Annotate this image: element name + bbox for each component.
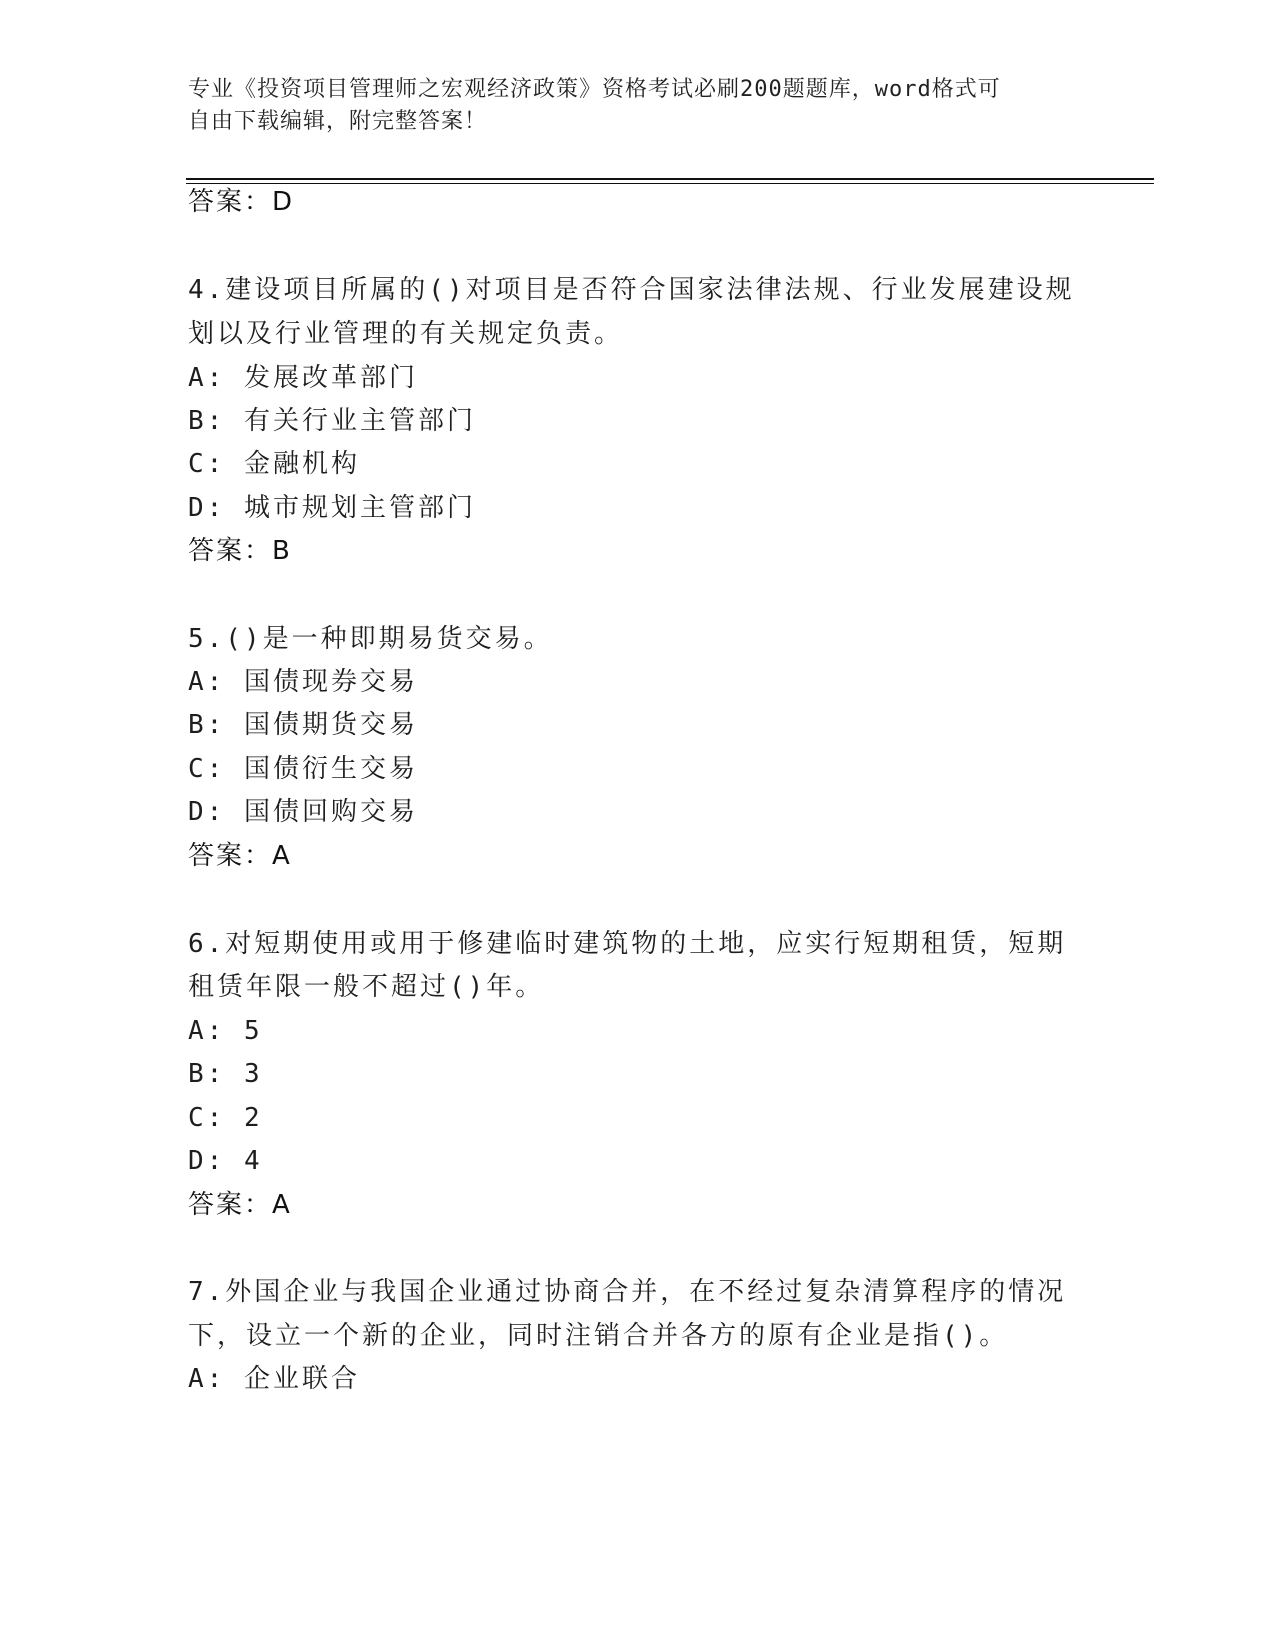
question-6-option-d: D: 4: [188, 1146, 263, 1176]
question-4-option-c: C: 金融机构: [188, 449, 360, 479]
question-4-option-b: B: 有关行业主管部门: [188, 406, 476, 436]
question-6-option-a: A: 5: [188, 1016, 263, 1046]
question-4-option-d: D: 城市规划主管部门: [188, 493, 476, 523]
previous-answer: 答案：D: [188, 187, 295, 217]
question-6-stem-line-2: 租赁年限一般不超过()年。: [188, 972, 545, 1002]
question-6-option-b: B: 3: [188, 1059, 263, 1089]
question-5-stem-line-1: 5.()是一种即期易货交易。: [188, 624, 553, 654]
question-5-option-d: D: 国债回购交易: [188, 797, 418, 827]
question-5-answer: 答案：A: [188, 841, 292, 871]
question-4-stem-line-1: 4.建设项目所属的()对项目是否符合国家法律法规、行业发展建设规: [188, 275, 1075, 305]
question-5-option-c: C: 国债衍生交易: [188, 754, 418, 784]
header-divider-thin: [186, 183, 1154, 184]
header-line-2: 自由下载编辑，附完整答案！: [188, 109, 488, 134]
question-6-option-c: C: 2: [188, 1103, 263, 1133]
question-6-stem-line-1: 6.对短期使用或用于修建临时建筑物的土地，应实行短期租赁，短期: [188, 929, 1067, 959]
header-divider-thick: [186, 178, 1154, 180]
header-line-1: 专业《投资项目管理师之宏观经济政策》资格考试必刷200题题库，word格式可: [188, 77, 1001, 102]
question-6-answer: 答案：A: [188, 1190, 292, 1220]
question-7-stem-line-1: 7.外国企业与我国企业通过协商合并，在不经过复杂清算程序的情况: [188, 1277, 1067, 1307]
question-5-option-b: B: 国债期货交易: [188, 710, 418, 740]
question-7-stem-line-2: 下，设立一个新的企业，同时注销合并各方的原有企业是指()。: [188, 1321, 1009, 1351]
question-4-stem-line-2: 划以及行业管理的有关规定负责。: [188, 319, 624, 349]
question-4-answer: 答案：B: [188, 536, 292, 566]
question-5-option-a: A: 国债现券交易: [188, 667, 418, 697]
question-4-option-a: A: 发展改革部门: [188, 363, 418, 393]
document-header: [188, 74, 1068, 138]
question-7-option-a: A: 企业联合: [188, 1364, 360, 1394]
